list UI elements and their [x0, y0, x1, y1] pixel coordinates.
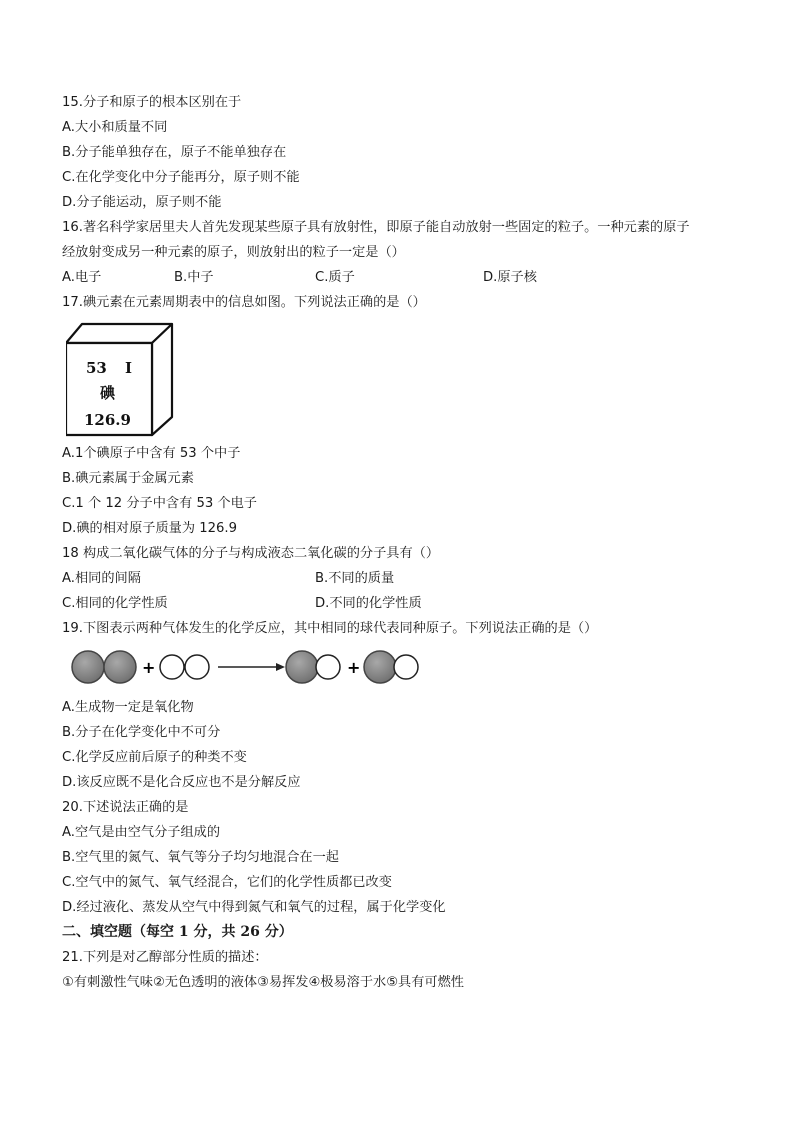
- q16-stem-line2: 经放射变成另一种元素的原子，则放射出的粒子一定是（）: [62, 245, 405, 260]
- q17-option-d: D.碘的相对原子质量为 126.9: [62, 521, 237, 536]
- q18-stem: 18 构成二氧化碳气体的分子与构成液态二氧化碳的分子具有（）: [62, 546, 440, 561]
- q20-stem: 20.下述说法正确的是: [62, 800, 189, 815]
- plus-sign: +: [347, 658, 361, 677]
- element-cube-figure: [66, 319, 196, 439]
- q17-stem: 17.碘元素在元素周期表中的信息如图。下列说法正确的是（）: [62, 295, 426, 310]
- q17-option-a: A.1个碘原子中含有 53 个中子: [62, 446, 241, 461]
- exam-page: [62, 90, 742, 995]
- q18-option-d: D.不同的化学性质: [315, 596, 422, 611]
- q18-option-b: B.不同的质量: [315, 571, 395, 586]
- q19-option-d: D.该反应既不是化合反应也不是分解反应: [62, 775, 301, 790]
- white-atom: [316, 655, 340, 679]
- q19-stem: 19.下图表示两种气体发生的化学反应，其中相同的球代表同种原子。下列说法正确的是（）: [62, 621, 598, 636]
- q16-option-b: B.中子: [174, 270, 214, 285]
- element-atomic-mass: 126.9: [84, 411, 131, 429]
- section-title-fill-blank: 二、填空题（每空 1 分，共 26 分）: [62, 924, 293, 940]
- q19-option-b: B.分子在化学变化中不可分: [62, 725, 221, 740]
- white-atom: [185, 655, 209, 679]
- q20-option-b: B.空气里的氮气、氧气等分子均匀地混合在一起: [62, 850, 339, 865]
- q20-option-c: C.空气中的氮气、氧气经混合，它们的化学性质都已改变: [62, 875, 392, 890]
- arrow-head-icon: [276, 663, 285, 671]
- q19-option-a: A.生成物一定是氧化物: [62, 700, 194, 715]
- q16-option-a: A.电子: [62, 270, 102, 285]
- q19-option-c: C.化学反应前后原子的种类不变: [62, 750, 247, 765]
- q17-option-b: B.碘元素属于金属元素: [62, 471, 194, 486]
- element-name: 碘: [100, 384, 116, 402]
- q18-option-a: A.相同的间隔: [62, 571, 141, 586]
- reaction-figure: [66, 645, 426, 687]
- gray-atom: [104, 651, 136, 683]
- gray-atom: [72, 651, 104, 683]
- q15-option-d: D.分子能运动，原子则不能: [62, 195, 222, 210]
- q15-stem: 15.分子和原子的根本区别在于: [62, 95, 242, 110]
- iodine-element-cube: [62, 319, 742, 441]
- q16-stem-line1: 16.著名科学家居里夫人首先发现某些原子具有放射性，即原子能自动放射一些固定的粒子。一种元素的原子: [62, 220, 690, 235]
- q15-option-a: A.大小和质量不同: [62, 120, 168, 135]
- q17-option-c: C.1 个 12 分子中含有 53 个电子: [62, 496, 257, 511]
- q21-stem: 21.下列是对乙醇部分性质的描述：: [62, 950, 268, 965]
- q18-option-c: C.相同的化学性质: [62, 596, 168, 611]
- element-atomic-number: 53: [86, 359, 107, 377]
- q16-options: [62, 265, 742, 290]
- q21-properties: ①有刺激性气味②无色透明的液体③易挥发④极易溶于水⑤具有可燃性: [62, 975, 464, 990]
- white-atom: [160, 655, 184, 679]
- gray-atom: [286, 651, 318, 683]
- white-atom: [394, 655, 418, 679]
- q20-option-a: A.空气是由空气分子组成的: [62, 825, 221, 840]
- q15-option-b: B.分子能单独存在，原子不能单独存在: [62, 145, 287, 160]
- q16-option-c: C.质子: [315, 270, 355, 285]
- gray-atom: [364, 651, 396, 683]
- q18-options-row1: [62, 566, 742, 591]
- plus-sign: +: [142, 658, 156, 677]
- reaction-diagram: [62, 645, 742, 689]
- q20-option-d: D.经过液化、蒸发从空气中得到氮气和氧气的过程，属于化学变化: [62, 900, 446, 915]
- q18-options-row2: [62, 591, 742, 616]
- q15-option-c: C.在化学变化中分子能再分，原子则不能: [62, 170, 300, 185]
- element-symbol: I: [125, 359, 133, 377]
- q16-option-d: D.原子核: [483, 270, 537, 285]
